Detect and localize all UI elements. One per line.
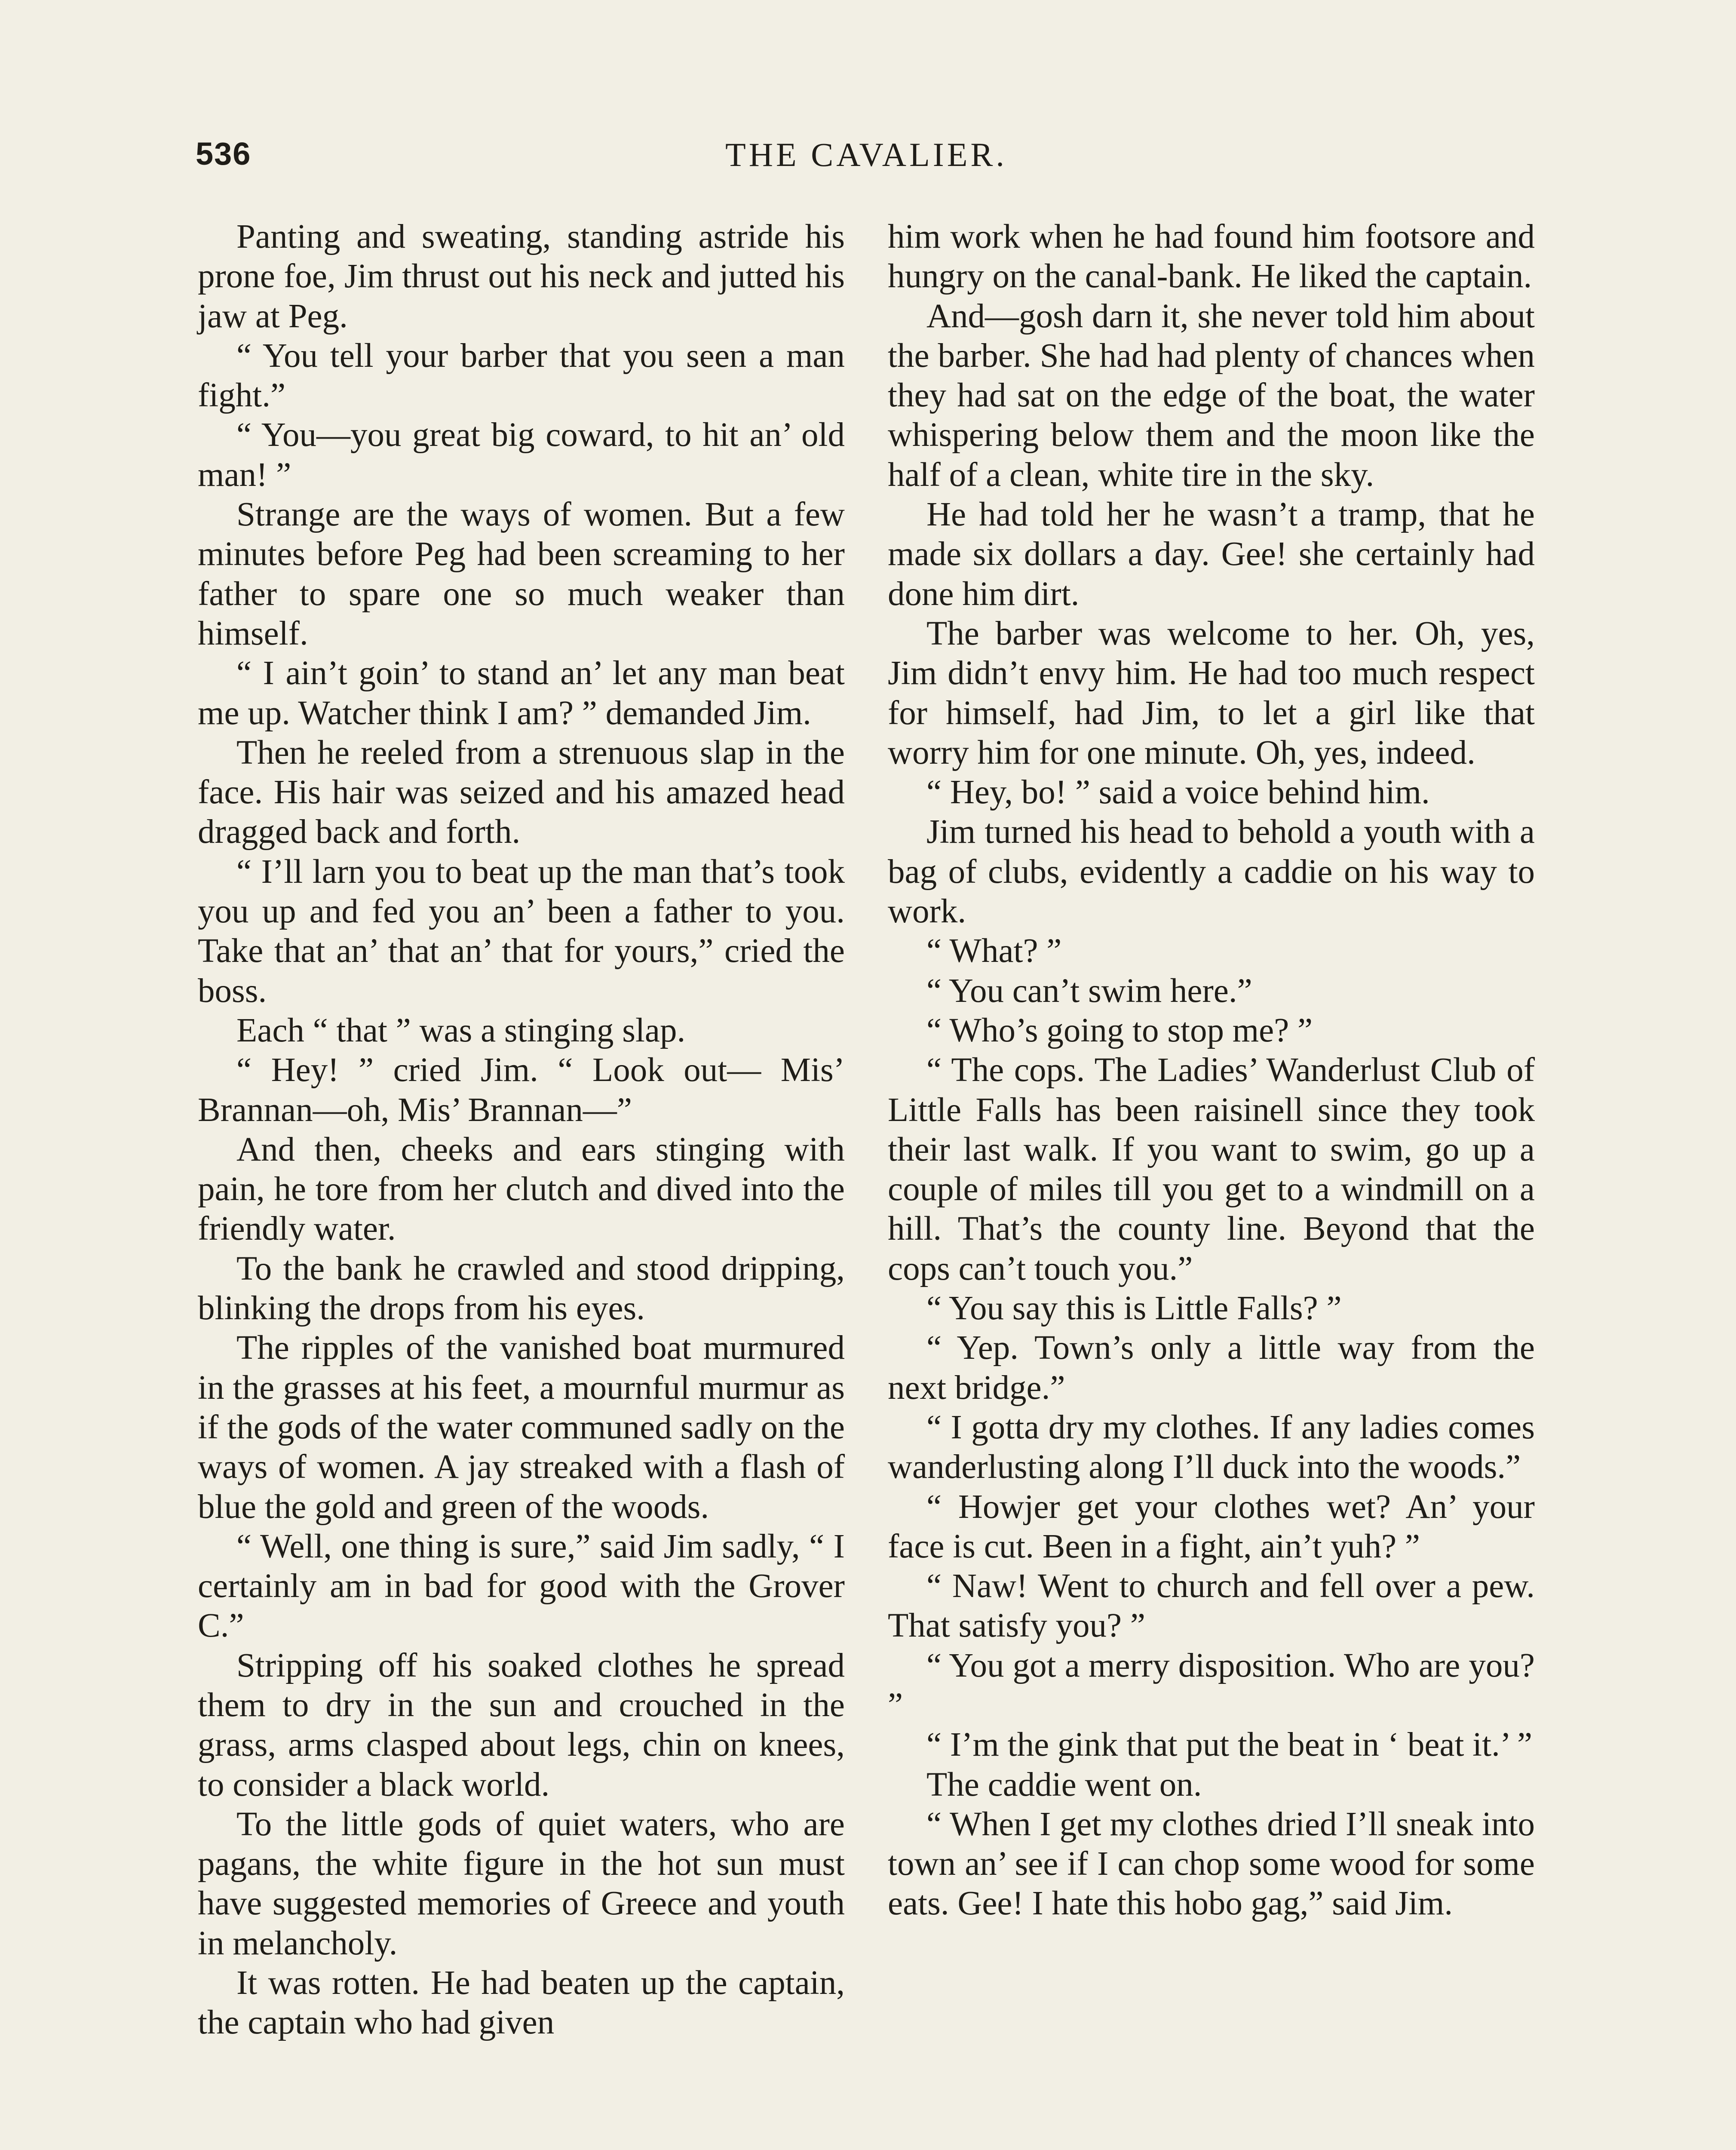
paragraph: “ You say this is Little Falls? ”	[926, 1290, 1342, 1327]
paragraph: “ Hey, bo! ” said a voice behind him.	[926, 774, 1430, 811]
paragraph: It was rotten. He had beaten up the captain, the captain who had given	[198, 1964, 845, 2042]
paragraph: To the little gods of quiet waters, who are pagans, the white figure in the hot sun must have suggested memories of Greece and youth in melancholy.	[198, 1805, 845, 1962]
paragraph: He had told her he wasn’t a tramp, that he made six dollars a day. Gee! she certainly had done him dirt.	[888, 496, 1535, 613]
right-column	[888, 217, 1535, 1924]
paragraph: “ You tell your barber that you seen a man fight.”	[198, 337, 845, 415]
left-column	[198, 217, 845, 2043]
paragraph-continued: him work when he had found him footsore and hungry on the canal-bank. He liked the captain.	[888, 218, 1535, 295]
running-header	[196, 127, 1537, 191]
paragraph: “ I ain’t goin’ to stand an’ let any man beat me up. Watcher think I am? ” demanded Jim.	[198, 654, 845, 732]
paragraph: “ You—you great big coward, to hit an’ old man! ”	[198, 416, 845, 494]
paragraph: “ You got a merry disposition. Who are you? ”	[888, 1646, 1535, 1724]
paragraph: “ You can’t swim here.”	[926, 972, 1252, 1010]
paragraph: The ripples of the vanished boat murmured in the grasses at his feet, a mournful murmur as if the gods of the water communed sadly on the ways of women. A jay streaked with a flash of blue the gold and green of the woods.	[198, 1329, 845, 1526]
paragraph: “ Well, one thing is sure,” said Jim sadly, “ I certainly am in bad for good with the Grover C.”	[198, 1527, 845, 1645]
paragraph: “ Who’s going to stop me? ”	[926, 1011, 1313, 1049]
paragraph: Strange are the ways of women. But a few minutes before Peg had been screaming to her father to spare one so much weaker than himself.	[198, 496, 845, 652]
paragraph: “ The cops. The Ladies’ Wanderlust Club of Little Falls has been raisinell since they took their last walk. If you want to swim, go up a couple of miles till you get to a windmill on a hill. That’s the county line. Beyond that the cops can’t touch you.”	[888, 1051, 1535, 1287]
paragraph: “ Yep. Town’s only a little way from the next bridge.”	[888, 1329, 1535, 1407]
paragraph: To the bank he crawled and stood dripping, blinking the drops from his eyes.	[198, 1250, 845, 1327]
paragraph: “ Hey! ” cried Jim. “ Look out— Mis’ Brannan—oh, Mis’ Brannan—”	[198, 1051, 845, 1129]
paragraph: “ When I get my clothes dried I’ll sneak into town an’ see if I can chop some wood for some eats. Gee! I hate this hobo gag,” said Jim.	[888, 1805, 1535, 1923]
paragraph: And then, cheeks and ears stinging with pain, he tore from her clutch and dived into the friendly water.	[198, 1130, 845, 1248]
paragraph: “ I gotta dry my clothes. If any ladies comes wanderlusting along I’ll duck into the woods.”	[888, 1408, 1535, 1486]
paragraph: “ I’ll larn you to beat up the man that’s took you up and fed you an’ been a father to you. Take that an’ that an’ that for yours,” cried the boss.	[198, 853, 845, 1010]
paragraph: Then he reeled from a strenuous slap in the face. His hair was seized and his amazed head dragged back and forth.	[198, 734, 845, 851]
paragraph: Panting and sweating, standing astride his prone foe, Jim thrust out his neck and jutted his jaw at Peg.	[198, 218, 845, 335]
paragraph: “ Howjer get your clothes wet? An’ your face is cut. Been in a fight, ain’t yuh? ”	[888, 1488, 1535, 1565]
paragraph: “ Naw! Went to church and fell over a pew. That satisfy you? ”	[888, 1567, 1535, 1645]
paragraph: Jim turned his head to behold a youth with a bag of clubs, evidently a caddie on his way to work.	[888, 813, 1535, 931]
paragraph: The barber was welcome to her. Oh, yes, Jim didn’t envy him. He had too much respect for himself, had Jim, to let a girl like that worry him for one minute. Oh, yes, indeed.	[888, 614, 1535, 771]
running-title: THE CAVALIER.	[725, 136, 1007, 173]
paragraph: The caddie went on.	[926, 1766, 1202, 1803]
page-number: 536	[196, 136, 252, 172]
paragraph: And—gosh darn it, she never told him about the barber. She had had plenty of chances when they had sat on the edge of the boat, the water whispering below them and the moon like the half of a clean, white tire in the sky.	[888, 297, 1535, 494]
paragraph: Each “ that ” was a stinging slap.	[236, 1011, 686, 1049]
paragraph: “ What? ”	[926, 932, 1062, 970]
paragraph: “ I’m the gink that put the beat in ‘ beat it.’ ”	[926, 1726, 1533, 1764]
paragraph: Stripping off his soaked clothes he spread them to dry in the sun and crouched in the grass, arms clasped about legs, chin on knees, to consider a black world.	[198, 1646, 845, 1803]
